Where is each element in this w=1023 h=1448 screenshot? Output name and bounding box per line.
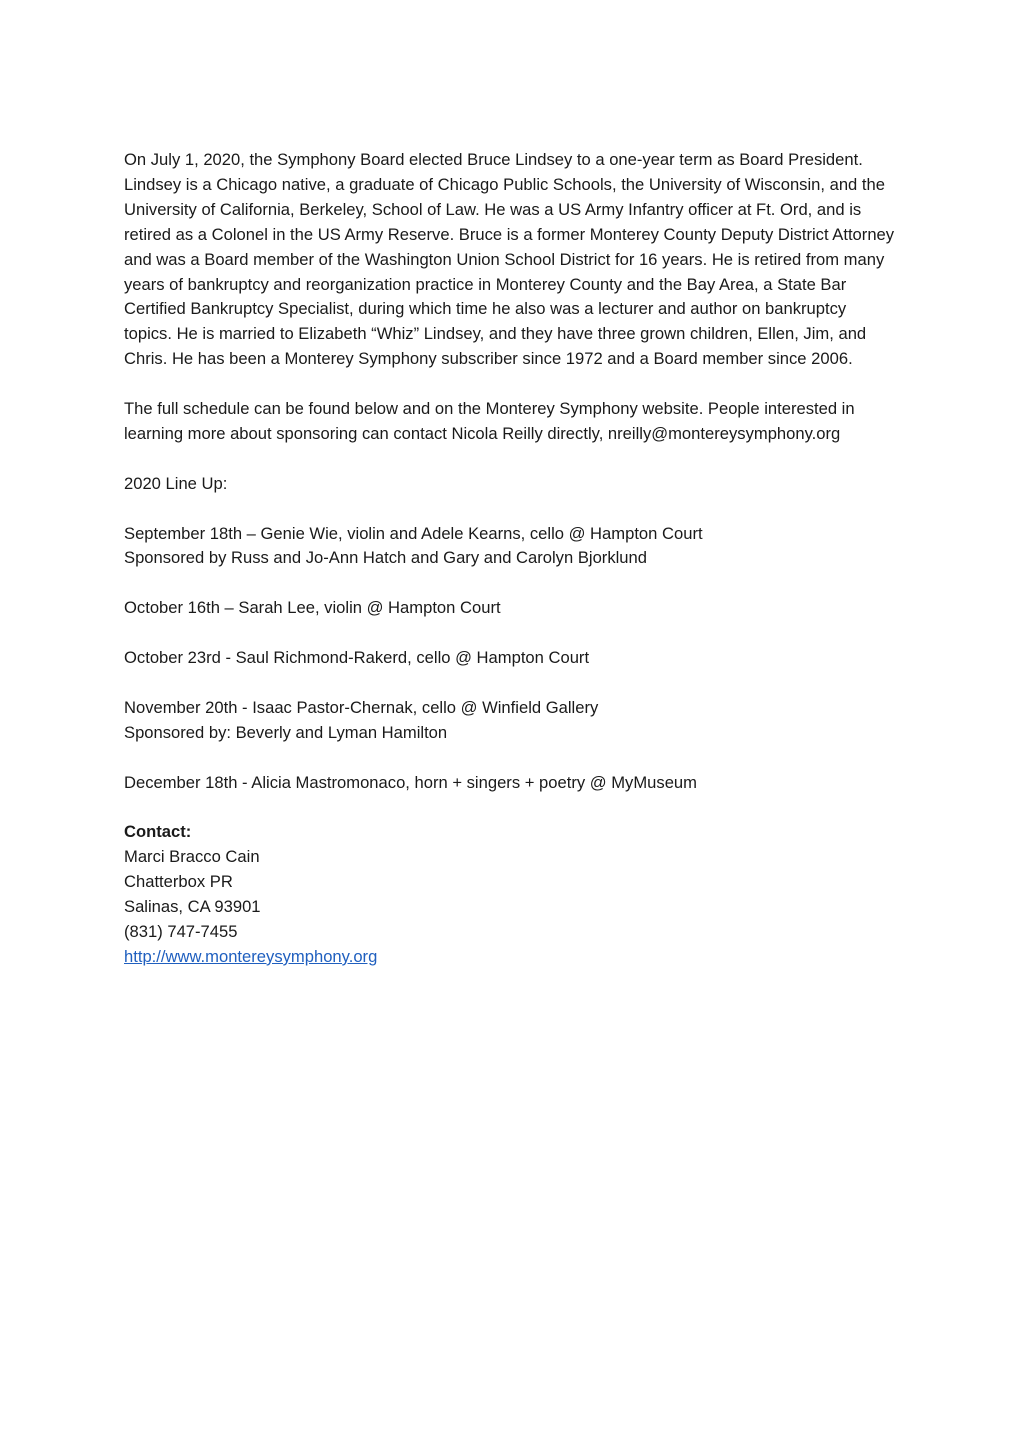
contact-city: Salinas, CA 93901 [124, 897, 261, 917]
schedule-note-paragraph: The full schedule can be found below and on the Monterey Symphony website. People interested in learning more about sponsoring can contact Nicola Reilly directly, nreilly@montereysymphony.org [124, 399, 855, 443]
event-title: October 23rd - Saul Richmond-Rakerd, cello @ Hampton Court [124, 648, 590, 668]
event-title: September 18th – Genie Wie, violin and Adele Kearns, cello @ Hampton Court [124, 523, 703, 543]
contact-block [124, 820, 904, 969]
contact-phone: (831) 747-7455 [124, 921, 238, 941]
event-title: December 18th - Alicia Mastromonaco, horn + singers + poetry @ MyMuseum [124, 772, 697, 792]
event-item [124, 696, 904, 746]
event-sponsor: Sponsored by: Beverly and Lyman Hamilton [124, 722, 448, 742]
event-sponsor: Sponsored by Russ and Jo-Ann Hatch and Gary and Carolyn Bjorklund [124, 548, 647, 568]
bio-paragraph: On July 1, 2020, the Symphony Board elected Bruce Lindsey to a one-year term as Board President. Lindsey is a Chicago native, a graduate of Chicago Public Schools, the University of Wisconsin, and the University of California, Berkeley, School of Law. He was a US Army Infantry officer at Ft. Ord, and is retired as a Colonel in the US Army Reserve. Bruce is a former Monterey County Deputy District Attorney and was a Board member of the Washington Union School District for 16 years. He is retired from many years of bankruptcy and reorganization practice in Monterey County and the Bay Area, a State Bar Certified Bankruptcy Specialist, during which time he also was a lecturer and author on bankruptcy topics. He is married to Elizabeth “Whiz” Lindsey, and they have three grown children, Ellen, Jim, and Chris. He has been a Monterey Symphony subscriber since 1972 and a Board member since 2006. [124, 150, 895, 369]
document-page [124, 148, 904, 970]
lineup-heading: 2020 Line Up: [124, 473, 228, 493]
event-item [124, 596, 904, 621]
event-item [124, 771, 904, 796]
event-item [124, 646, 904, 671]
event-title: October 16th – Sarah Lee, violin @ Hampton Court [124, 598, 501, 618]
contact-name: Marci Bracco Cain [124, 847, 260, 867]
event-title: November 20th - Isaac Pastor-Chernak, cello @ Winfield Gallery [124, 697, 599, 717]
event-item [124, 522, 904, 572]
contact-heading: Contact: [124, 822, 192, 842]
contact-company: Chatterbox PR [124, 872, 233, 892]
website-link[interactable]: http://www.montereysymphony.org [124, 946, 378, 966]
